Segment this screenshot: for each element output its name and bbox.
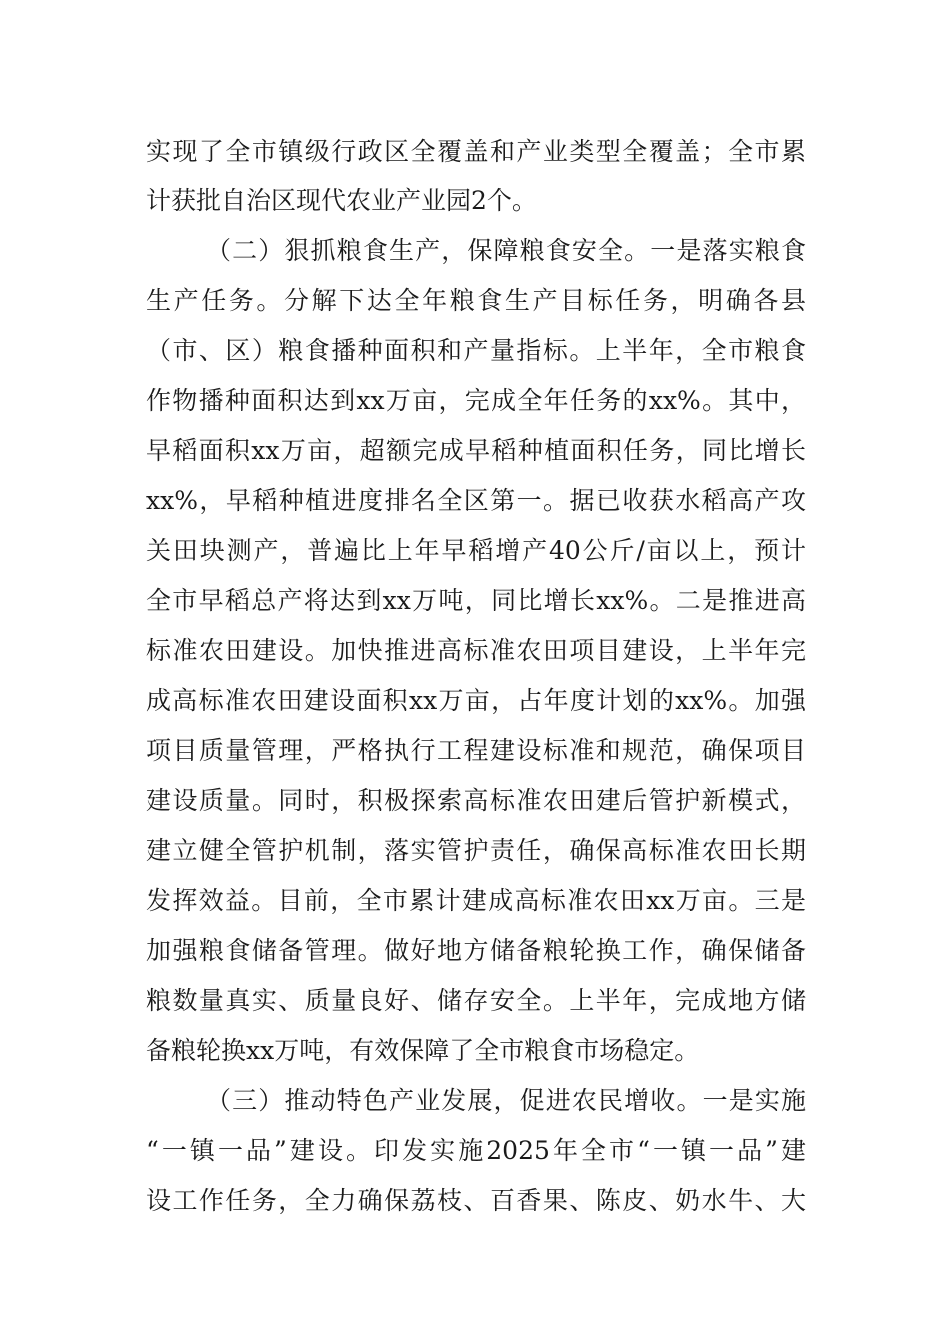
paragraph-heading-line: （二）狠抓粮食生产，保障粮食安全。一是落实粮食: [206, 236, 806, 265]
text-line: 作物播种面积达到xx万亩，完成全年任务的xx%。其中，: [146, 386, 806, 415]
text-line: 生产任务。分解下达全年粮食生产目标任务，明确各县: [146, 286, 806, 315]
text-line: 成高标准农田建设面积xx万亩，占年度计划的xx%。加强: [146, 686, 806, 715]
text-line: xx%，早稻种植进度排名全区第一。据已收获水稻高产攻: [146, 486, 806, 515]
text-line: 加强粮食储备管理。做好地方储备粮轮换工作，确保储备: [146, 936, 806, 965]
text-line: 备粮轮换xx万吨，有效保障了全市粮食市场稳定。: [146, 1036, 700, 1065]
text-line: 关田块测产，普遍比上年早稻增产40公斤/亩以上，预计: [146, 536, 806, 565]
text-line: 实现了全市镇级行政区全覆盖和产业类型全覆盖；全市累: [146, 137, 806, 166]
text-line: “一镇一品”建设。印发实施2025年全市“一镇一品”建: [146, 1136, 806, 1165]
text-line: 项目质量管理，严格执行工程建设标准和规范，确保项目: [146, 736, 806, 765]
text-line: 全市早稻总产将达到xx万吨，同比增长xx%。二是推进高: [146, 586, 806, 615]
text-line: 标准农田建设。加快推进高标准农田项目建设，上半年完: [146, 636, 806, 665]
text-line: 粮数量真实、质量良好、储存安全。上半年，完成地方储: [146, 986, 806, 1015]
text-line: 设工作任务，全力确保荔枝、百香果、陈皮、奶水牛、大: [146, 1186, 806, 1215]
text-line: 建立健全管护机制，落实管护责任，确保高标准农田长期: [146, 836, 806, 865]
text-line: 发挥效益。目前，全市累计建成高标准农田xx万亩。三是: [146, 886, 806, 915]
text-line: 早稻面积xx万亩，超额完成早稻种植面积任务，同比增长: [146, 436, 806, 465]
paragraph-heading-line: （三）推动特色产业发展，促进农民增收。一是实施: [206, 1086, 806, 1115]
text-line: 建设质量。同时，积极探索高标准农田建后管护新模式，: [146, 786, 806, 815]
text-line: （市、区）粮食播种面积和产量指标。上半年，全市粮食: [146, 336, 806, 365]
text-line: 计获批自治区现代农业产业园2个。: [146, 186, 537, 215]
